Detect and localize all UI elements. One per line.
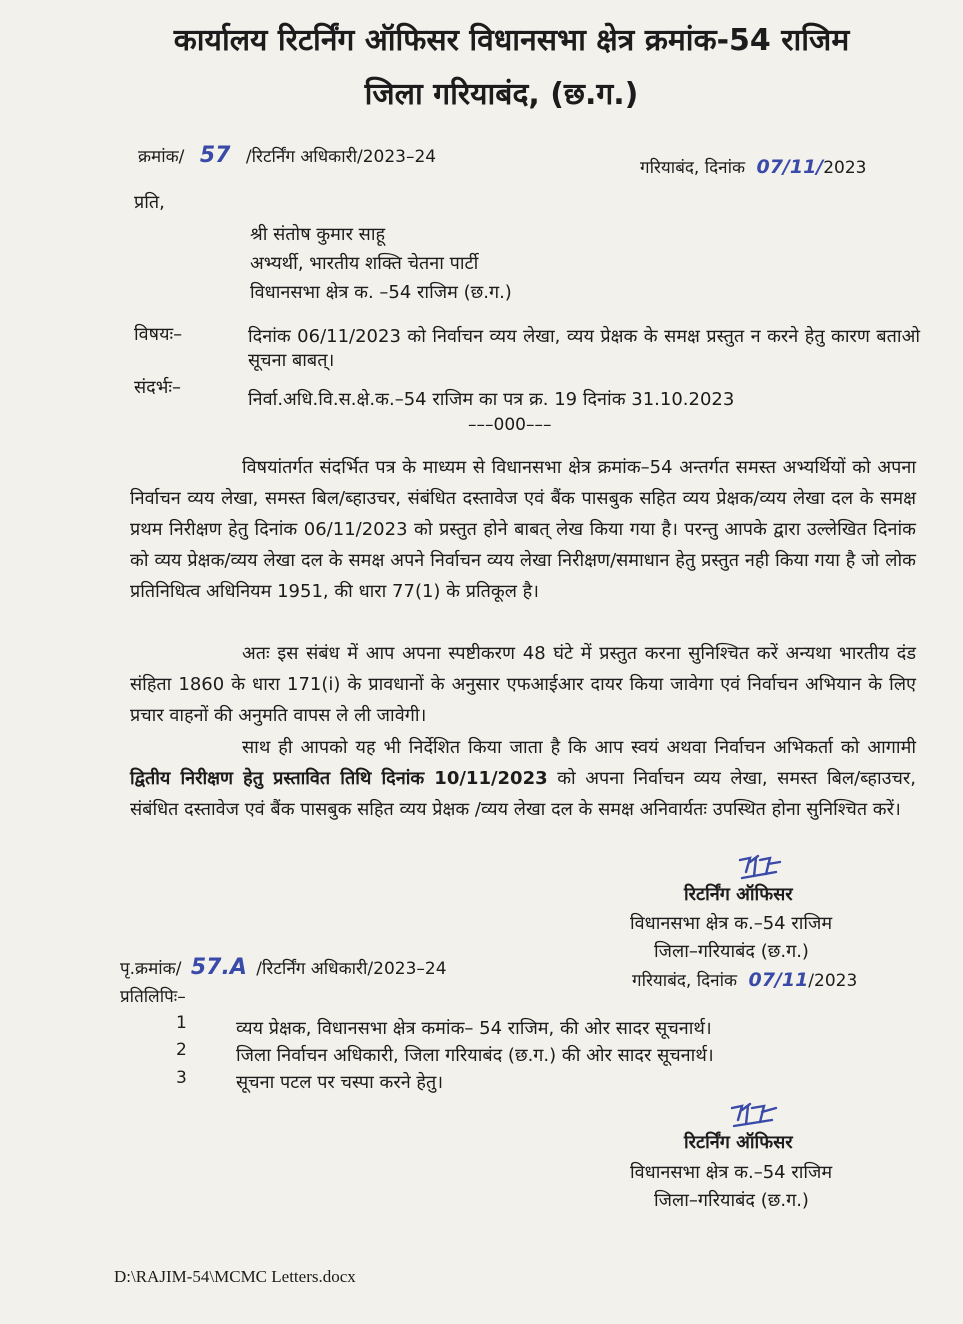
- separator: –––000–––: [468, 415, 552, 435]
- signature-2-title: रिटर्निंग ऑफिसर: [684, 1132, 793, 1153]
- cc-item-2-text: जिला निर्वाचन अधिकारी, जिला गरियाबंद (छ.ग.) की ओर सादर सूचनार्थ।: [236, 1045, 714, 1066]
- body-paragraph-3-text-b: को अपना निर्वाचन व्यय लेखा, समस्त बिल/ब्हाउचर, संबंधित दस्तावेज एवं बैंक पासबुक सहित व्यय प्रेक्षक /व्यय लेखा दल के समक्ष अनिवार्यतः उपस्थित होना सुनिश्चित करें।: [130, 768, 916, 820]
- ref2-line: [120, 955, 447, 980]
- reference-label: संदर्भः–: [134, 377, 182, 398]
- body-paragraph-3-text-a: साथ ही आपको यह भी निर्देशित किया जाता है कि आप स्वयं अथवा निर्वाचन अभिकर्ता को आगामी: [242, 737, 916, 758]
- signature-1-title: रिटर्निंग ऑफिसर: [684, 884, 793, 905]
- cc-item-1-text: व्यय प्रेक्षक, विधानसभा क्षेत्र कमांक– 54 राजिम, की ओर सादर सूचनार्थ।: [236, 1018, 712, 1039]
- body-paragraph-3-bold: द्वितीय निरीक्षण हेतु प्रस्तावित तिथि दिनांक 10/11/2023: [130, 768, 548, 789]
- cc-item-3-num: 3: [176, 1068, 187, 1088]
- ref2-number-handwritten: 57.A: [190, 955, 247, 980]
- ref2-date: [632, 968, 857, 991]
- addressee-designation: अभ्यर्थी, भारतीय शक्ति चेतना पार्टी: [250, 253, 479, 274]
- cc-item-2-num: 2: [176, 1040, 187, 1060]
- ref-number-handwritten: 57: [199, 143, 231, 168]
- signature-1-line3: जिला–गरियाबंद (छ.ग.): [654, 941, 809, 962]
- reference-text: निर्वा.अधि.वि.स.क्षे.क.–54 राजिम का पत्र क्र. 19 दिनांक 31.10.2023: [248, 389, 735, 410]
- signature-1-line2: विधानसभा क्षेत्र क.–54 राजिम: [630, 913, 833, 934]
- ref2-date-handwritten: 07/11: [748, 969, 809, 991]
- ref-date-handwritten: 07/11/: [756, 156, 824, 178]
- cc-item-3-text: सूचना पटल पर चस्पा करने हेतु।: [236, 1072, 444, 1093]
- ref2-label-prefix: पृ.क्रमांक/: [120, 959, 182, 979]
- ref-date-prefix: गरियाबंद, दिनांक: [640, 158, 746, 178]
- body-paragraph-3: [130, 732, 916, 825]
- body-paragraph-2-text: अतः इस संबंध में आप अपना स्पष्टीकरण 48 घंटे में प्रस्तुत करना सुनिश्चित करें अन्यथा भारतीय दंड संहिता 1860 के धारा 171(i) के प्रावधानों के अनुसार एफआईआर दायर किया जावेगा एवं निर्वाचन अभियान के लिए प्रचार वाहनों की अनुमति वापस ले ली जावेगी।: [130, 643, 916, 726]
- addressee-name: श्री संतोष कुमार साहू: [250, 224, 386, 245]
- district-heading: जिला गरियाबंद, (छ.ग.): [364, 77, 639, 112]
- addressee-constituency: विधानसभा क्षेत्र क. –54 राजिम (छ.ग.): [250, 282, 512, 303]
- ref-line: [138, 143, 436, 168]
- signature-2-mark: [728, 1098, 784, 1132]
- office-heading: कार्यालय रिटर्निंग ऑफिसर विधानसभा क्षेत्र क्रमांक-54 राजिम: [173, 23, 850, 58]
- ref-label-suffix: /रिटर्निंग अधिकारी/2023–24: [245, 147, 437, 167]
- signature-1-mark: [736, 852, 786, 884]
- ref-date-year: 2023: [823, 158, 867, 178]
- body-paragraph-1: [130, 452, 916, 607]
- subject-label: विषयः–: [134, 324, 183, 345]
- subject-text: दिनांक 06/11/2023 को निर्वाचन व्यय लेखा, व्यय प्रेक्षक के समक्ष प्रस्तुत न करने हेतु कारण बताओ सूचना बाबत्।: [248, 326, 920, 371]
- to-label: प्रति,: [134, 192, 165, 213]
- ref-label-prefix: क्रमांक/: [138, 147, 185, 167]
- signature-2-line2: विधानसभा क्षेत्र क.–54 राजिम: [630, 1162, 833, 1183]
- body-paragraph-1-text: विषयांतर्गत संदर्भित पत्र के माध्यम से विधानसभा क्षेत्र क्रमांक–54 अन्तर्गत समस्त अभ्यर्थियों को अपना निर्वाचन व्यय लेखा, समस्त बिल/ब्हाउचर, संबंधित दस्तावेज एवं बैंक पासबुक सहित व्यय प्रेक्षक/व्यय लेखा दल के समक्ष प्रथम निरीक्षण हेतु दिनांक 06/11/2023 को प्रस्तुत होने बाबत् लेख किया गया है। परन्तु आपके द्वारा उल्लेखित दिनांक को व्यय प्रेक्षक/व्यय लेखा दल के समक्ष अपने निर्वाचन व्यय लेखा निरीक्षण/समाधान हेतु प्रस्तुत नही किया गया है जो लोक प्रतिनिधित्व अधिनियम 1951, की धारा 77(1) के प्रतिकूल है।: [130, 457, 916, 602]
- cc-item-1-num: 1: [176, 1013, 187, 1033]
- ref2-date-year: /2023: [808, 971, 858, 991]
- signature-2-line3: जिला–गरियाबंद (छ.ग.): [654, 1190, 809, 1211]
- cc-label: प्रतिलिपिः–: [120, 987, 186, 1007]
- footer-file-path: D:\RAJIM-54\MCMC Letters.docx: [114, 1267, 356, 1286]
- ref-date: [640, 155, 867, 178]
- body-paragraph-2: [130, 638, 916, 731]
- ref2-date-prefix: गरियाबंद, दिनांक: [632, 971, 738, 991]
- ref2-label-suffix: /रिटर्निंग अधिकारी/2023–24: [256, 959, 447, 979]
